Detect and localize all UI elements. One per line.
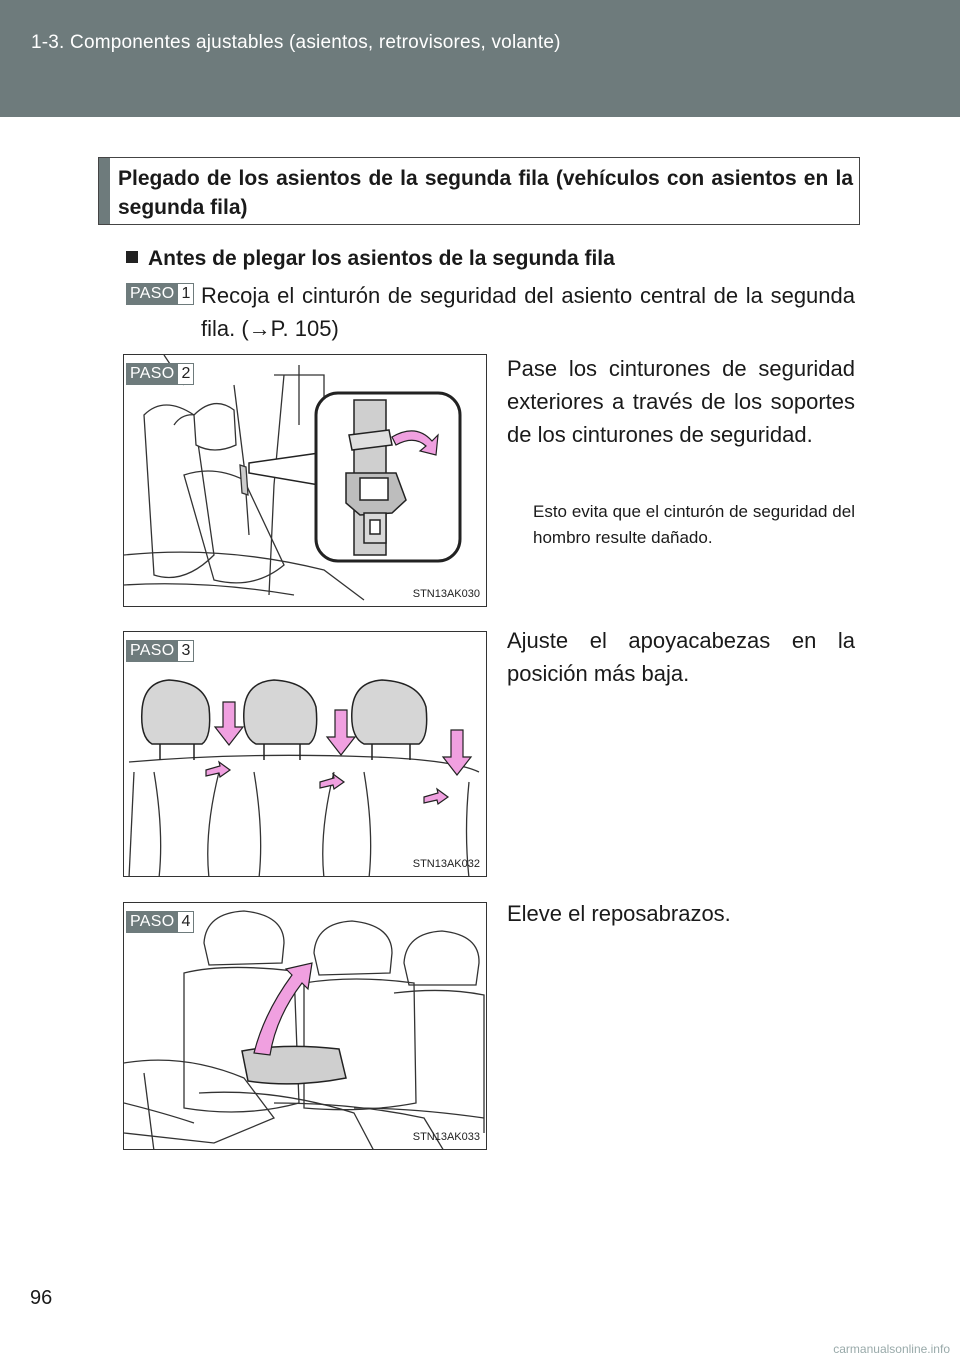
breadcrumb: 1-3. Componentes ajustables (asientos, retrovisores, volante) bbox=[31, 32, 561, 53]
step-badge-number: 2 bbox=[178, 363, 194, 385]
page-number: 96 bbox=[30, 1287, 53, 1309]
square-bullet-icon bbox=[126, 251, 138, 263]
armrest-illustration bbox=[124, 903, 487, 1150]
step-badge-label: PASO bbox=[126, 640, 178, 662]
subheading-text: Antes de plegar los asientos de la segunda fila bbox=[148, 247, 615, 270]
step-badge-number: 4 bbox=[178, 911, 194, 933]
section-title-box bbox=[98, 157, 860, 225]
figure-code: STN13AK030 bbox=[412, 588, 480, 600]
step-badge-label: PASO bbox=[126, 363, 178, 385]
figure-step-3 bbox=[123, 631, 487, 877]
watermark: carmanualsonline.info bbox=[833, 1342, 950, 1356]
step-3-text: Ajuste el apoyacabezas en la posición más baja. bbox=[507, 628, 855, 686]
header-band bbox=[0, 0, 960, 117]
step-badge-2 bbox=[126, 363, 194, 385]
step-badge-number: 1 bbox=[178, 283, 194, 305]
step-1-text: Recoja el cinturón de seguridad del asiento central de la segunda fila. (→P. 105) bbox=[201, 283, 855, 341]
figure-step-2 bbox=[123, 354, 487, 607]
figure-code: STN13AK032 bbox=[412, 858, 480, 870]
step-badge-number: 3 bbox=[178, 640, 194, 662]
section-title-bar bbox=[99, 158, 110, 224]
step-badge-label: PASO bbox=[126, 283, 178, 305]
seatbelt-illustration bbox=[124, 355, 487, 607]
step-2-text: Pase los cinturones de seguridad exteriores a través de los soportes de los cinturones de seguridad. bbox=[507, 356, 855, 447]
section-title: Plegado de los asientos de la segunda fila (vehículos con asientos en la segunda fila) bbox=[118, 167, 853, 219]
step-badge-label: PASO bbox=[126, 911, 178, 933]
step-badge-3 bbox=[126, 640, 194, 662]
step-badge-4 bbox=[126, 911, 194, 933]
subheading bbox=[126, 247, 615, 271]
step-2-note: Esto evita que el cinturón de seguridad del hombro resulte dañado. bbox=[533, 502, 855, 547]
figure-step-4 bbox=[123, 902, 487, 1150]
step-4-text: Eleve el reposabrazos. bbox=[507, 901, 731, 926]
step-badge-1 bbox=[126, 283, 194, 305]
headrest-illustration bbox=[124, 632, 487, 877]
figure-code: STN13AK033 bbox=[412, 1131, 480, 1143]
